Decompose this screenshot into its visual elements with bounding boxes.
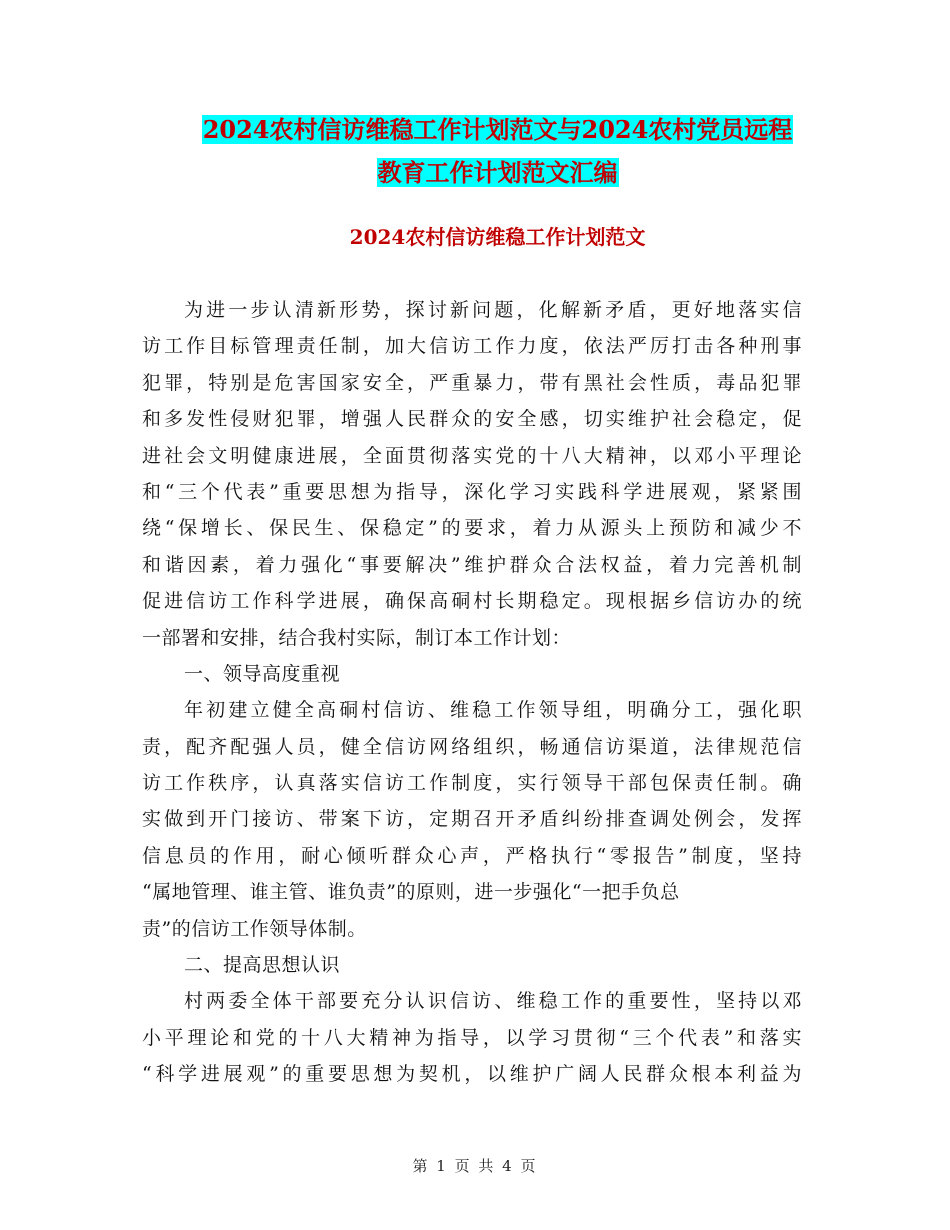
paragraph-line: 和“三个代表”重要思想为指导，深化学习实践科学进展观，紧紧围 bbox=[142, 480, 802, 503]
paragraph-line: 和谐因素，着力强化“事要解决”维护群众合法权益，着力完善机制 bbox=[142, 553, 802, 576]
paragraph-line: 犯罪，特别是危害国家安全，严重暴力，带有黑社会性质，毒品犯罪 bbox=[142, 371, 802, 394]
section-heading: 一、领导高度重视 bbox=[184, 662, 341, 685]
paragraph-line: “属地管理、谁主管、谁负责”的原则，进一步强化“一把手负总 bbox=[142, 881, 680, 904]
paragraph-line: 为进一步认清新形势，探讨新问题，化解新矛盾，更好地落实信 bbox=[184, 299, 802, 321]
page-footer: 第 1 页 共 4 页 bbox=[412, 1157, 538, 1175]
paragraph-line: 小平理论和党的十八大精神为指导，以学习贯彻“三个代表”和落实 bbox=[142, 1026, 802, 1049]
paragraph-line: 和多发性侵财犯罪，增强人民群众的安全感，切实维护社会稳定，促 bbox=[142, 408, 802, 431]
paragraph-line: 一部署和安排，结合我村实际，制订本工作计划： bbox=[142, 626, 572, 649]
paragraph-line: 促进信访工作科学进展，确保高硐村长期稳定。现根据乡信访办的统 bbox=[142, 590, 802, 613]
document-title-line-1 bbox=[140, 116, 855, 144]
document-title-line-2 bbox=[140, 159, 855, 187]
paragraph-line: 访工作目标管理责任制，加大信访工作力度，依法严厉打击各种刑事 bbox=[142, 335, 802, 358]
title-highlight-2: 教育工作计划范文汇编 bbox=[377, 158, 618, 187]
paragraph-line: 责”的信访工作领导体制。 bbox=[142, 917, 367, 940]
paragraph-line: 进社会文明健康进展，全面贯彻落实党的十八大精神，以邓小平理论 bbox=[142, 444, 802, 467]
paragraph-line: 访工作秩序，认真落实信访工作制度，实行领导干部包保责任制。确 bbox=[142, 772, 802, 795]
title-highlight-1: 2024农村信访维稳工作计划范文与2024农村党员远程 bbox=[202, 115, 793, 144]
paragraph-line: 实做到开门接访、带案下访，定期召开矛盾纠纷排查调处例会，发挥 bbox=[142, 808, 802, 831]
paragraph-line: 村两委全体干部要充分认识信访、维稳工作的重要性，坚持以邓 bbox=[184, 990, 802, 1013]
paragraph-line: 责，配齐配强人员，健全信访网络组织，畅通信访渠道，法律规范信 bbox=[142, 735, 802, 758]
body-text bbox=[142, 292, 802, 1093]
paragraph-line: 绕“保增长、保民生、保稳定”的要求，着力从源头上预防和减少不 bbox=[142, 517, 802, 540]
paragraph-line: 年初建立健全高硐村信访、维稳工作领导组，明确分工，强化职 bbox=[184, 699, 802, 722]
paragraph-line: 信息员的作用，耐心倾听群众心声，严格执行“零报告”制度，坚持 bbox=[142, 844, 802, 867]
paragraph-line: “科学进展观”的重要思想为契机，以维护广阔人民群众根本利益为 bbox=[142, 1063, 802, 1086]
section-title: 2024农村信访维稳工作计划范文 bbox=[349, 225, 646, 249]
section-heading: 二、提高思想认识 bbox=[184, 954, 341, 977]
